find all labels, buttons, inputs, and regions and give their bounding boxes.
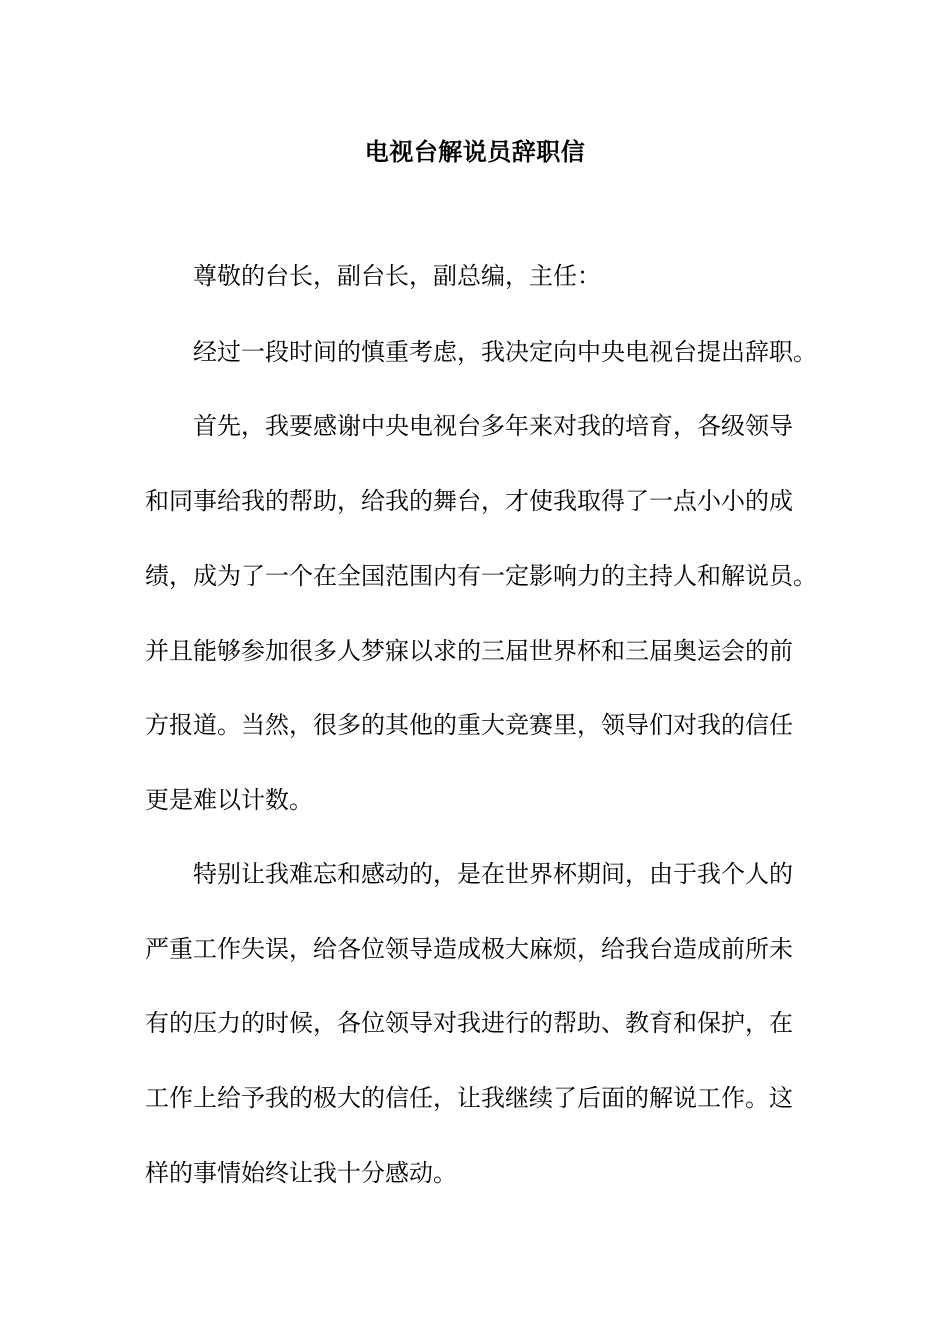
paragraph-line: 特别让我难忘和感动的，是在世界杯期间，由于我个人的 <box>193 860 793 888</box>
paragraph-line: 并且能够参加很多人梦寐以求的三届世界杯和三届奥运会的前 <box>145 637 793 665</box>
paragraph-line: 工作上给予我的极大的信任，让我继续了后面的解说工作。这 <box>145 1084 793 1112</box>
paragraph-line: 更是难以计数。 <box>145 786 313 814</box>
paragraph-line: 样的事情始终让我十分感动。 <box>145 1159 457 1187</box>
salutation-line: 尊敬的台长，副台长，副总编，主任： <box>193 262 601 290</box>
paragraph-line: 绩，成为了一个在全国范围内有一定影响力的主持人和解说员。 <box>145 562 817 590</box>
paragraph-line: 经过一段时间的慎重考虑，我决定向中央电视台提出辞职。 <box>193 338 817 366</box>
paragraph-line: 严重工作失误，给各位领导造成极大麻烦，给我台造成前所未 <box>145 935 793 963</box>
paragraph-line: 方报道。当然，很多的其他的重大竞赛里，领导们对我的信任 <box>145 711 793 739</box>
document-title: 电视台解说员辞职信 <box>364 137 586 166</box>
paragraph-line: 和同事给我的帮助，给我的舞台，才使我取得了一点小小的成 <box>145 487 793 515</box>
paragraph-line: 有的压力的时候，各位领导对我进行的帮助、教育和保护，在 <box>145 1009 793 1037</box>
paragraph-line: 首先，我要感谢中央电视台多年来对我的培育，各级领导 <box>193 412 793 440</box>
